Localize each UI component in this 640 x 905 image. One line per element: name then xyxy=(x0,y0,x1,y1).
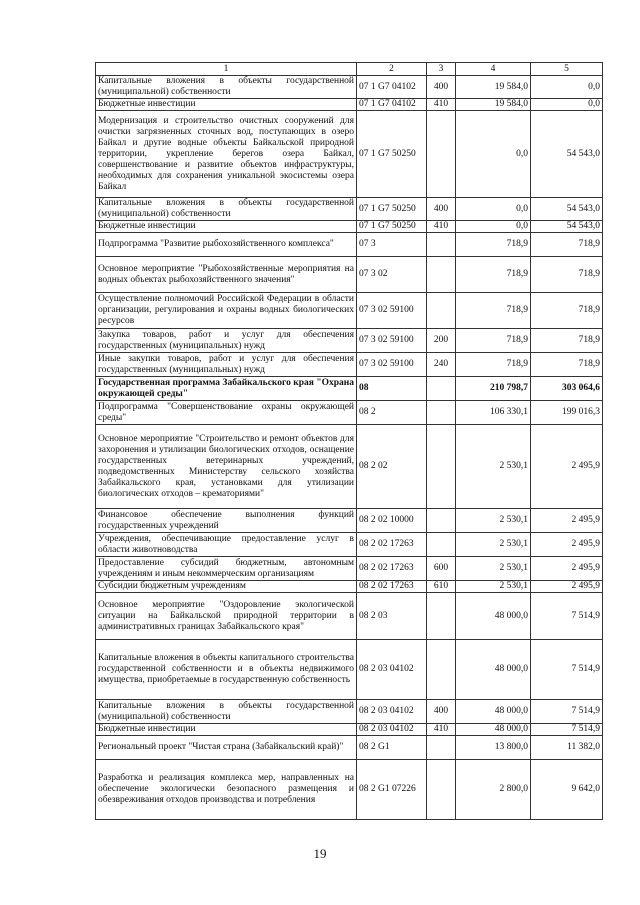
row-expense-type-cell: 410 xyxy=(427,99,456,111)
row-expense-type-cell xyxy=(427,377,456,401)
table-row xyxy=(96,76,603,99)
row-code-cell: 07 1 G7 04102 xyxy=(357,99,427,111)
table-row xyxy=(96,401,603,425)
row-code-cell: 07 1 G7 50250 xyxy=(357,111,427,198)
row-value-2022-cell: 0,0 xyxy=(531,76,603,99)
row-value-2021-cell: 718,9 xyxy=(456,233,531,257)
row-value-2021-cell: 718,9 xyxy=(456,257,531,293)
row-value-2022-cell: 718,9 xyxy=(531,257,603,293)
row-name-cell: Учреждения, обеспечивающие предоставление услуг в области животноводства xyxy=(96,533,357,557)
row-code-cell: 07 3 xyxy=(357,233,427,257)
row-value-2021-cell: 48 000,0 xyxy=(456,724,531,736)
row-code-cell: 08 2 02 17263 xyxy=(357,581,427,593)
row-code-cell: 08 2 03 04102 xyxy=(357,724,427,736)
table-row xyxy=(96,736,603,760)
row-name-cell: Основное мероприятие "Строительство и ремонт объектов для захоронения и утилизации биологических отходов, оснащение государственных ветеринарных учреждений, подведомственных Министерству сельского хозяйства Забайкальского края, установками для утилизации биологических отходов – крематориями" xyxy=(96,425,357,509)
row-value-2022-cell: 54 543,0 xyxy=(531,111,603,198)
column-header-code: 2 xyxy=(357,63,427,76)
row-value-2021-cell: 718,9 xyxy=(456,293,531,329)
row-value-2022-cell: 2 495,9 xyxy=(531,557,603,581)
table-row xyxy=(96,293,603,329)
row-code-cell: 08 2 03 04102 xyxy=(357,640,427,700)
row-value-2021-cell: 19 584,0 xyxy=(456,99,531,111)
row-code-cell: 07 1 G7 04102 xyxy=(357,76,427,99)
row-name-cell: Подпрограмма "Развитие рыбохозяйственного комплекса" xyxy=(96,233,357,257)
column-header-2022: 5 xyxy=(531,63,603,76)
row-code-cell: 07 3 02 59100 xyxy=(357,293,427,329)
table-body xyxy=(96,76,603,820)
table-row xyxy=(96,99,603,111)
row-expense-type-cell xyxy=(427,533,456,557)
table-row xyxy=(96,111,603,198)
row-code-cell: 07 3 02 59100 xyxy=(357,329,427,353)
row-value-2021-cell: 2 530,1 xyxy=(456,425,531,509)
row-expense-type-cell: 400 xyxy=(427,76,456,99)
row-value-2021-cell: 0,0 xyxy=(456,221,531,233)
row-name-cell: Бюджетные инвестиции xyxy=(96,221,357,233)
row-value-2022-cell: 718,9 xyxy=(531,293,603,329)
table-row xyxy=(96,509,603,533)
row-expense-type-cell xyxy=(427,425,456,509)
row-expense-type-cell xyxy=(427,640,456,700)
row-expense-type-cell xyxy=(427,760,456,820)
row-name-cell: Региональный проект "Чистая страна (Забайкальский край)" xyxy=(96,736,357,760)
column-header-vr: 3 xyxy=(427,63,456,76)
row-value-2021-cell: 48 000,0 xyxy=(456,640,531,700)
row-expense-type-cell xyxy=(427,593,456,640)
row-name-cell: Капитальные вложения в объекты капитального строительства государственной собственности и в объекты недвижимого имущества, приобретаемые в государственную собственность xyxy=(96,640,357,700)
row-value-2022-cell: 718,9 xyxy=(531,329,603,353)
budget-table xyxy=(95,62,603,820)
row-expense-type-cell xyxy=(427,233,456,257)
row-value-2021-cell: 718,9 xyxy=(456,329,531,353)
row-name-cell: Субсидии бюджетным учреждениям xyxy=(96,581,357,593)
row-value-2022-cell: 7 514,9 xyxy=(531,593,603,640)
row-code-cell: 07 1 G7 50250 xyxy=(357,221,427,233)
row-value-2021-cell: 19 584,0 xyxy=(456,76,531,99)
table-row xyxy=(96,221,603,233)
row-code-cell: 08 2 02 xyxy=(357,425,427,509)
row-value-2021-cell: 13 800,0 xyxy=(456,736,531,760)
row-value-2022-cell: 7 514,9 xyxy=(531,724,603,736)
table-row xyxy=(96,557,603,581)
row-code-cell: 07 1 G7 50250 xyxy=(357,198,427,221)
row-expense-type-cell: 240 xyxy=(427,353,456,377)
row-value-2022-cell: 2 495,9 xyxy=(531,581,603,593)
row-code-cell: 07 3 02 59100 xyxy=(357,353,427,377)
row-value-2022-cell: 0,0 xyxy=(531,99,603,111)
row-value-2022-cell: 2 495,9 xyxy=(531,425,603,509)
row-code-cell: 08 2 03 xyxy=(357,593,427,640)
page-number: 19 xyxy=(313,846,327,861)
row-expense-type-cell: 400 xyxy=(427,700,456,724)
row-value-2021-cell: 48 000,0 xyxy=(456,700,531,724)
row-code-cell: 08 2 02 17263 xyxy=(357,557,427,581)
table-row xyxy=(96,353,603,377)
row-value-2021-cell: 2 530,1 xyxy=(456,509,531,533)
row-expense-type-cell xyxy=(427,736,456,760)
row-expense-type-cell: 610 xyxy=(427,581,456,593)
row-value-2022-cell: 7 514,9 xyxy=(531,640,603,700)
table-row xyxy=(96,533,603,557)
table-row xyxy=(96,724,603,736)
row-value-2021-cell: 2 800,0 xyxy=(456,760,531,820)
row-value-2022-cell: 718,9 xyxy=(531,233,603,257)
row-value-2021-cell: 0,0 xyxy=(456,111,531,198)
row-expense-type-cell: 600 xyxy=(427,557,456,581)
row-code-cell: 08 2 03 04102 xyxy=(357,700,427,724)
row-name-cell: Основное мероприятие "Рыбохозяйственные мероприятия на водных объектах рыбохозяйственного значения" xyxy=(96,257,357,293)
column-header-2021: 4 xyxy=(456,63,531,76)
row-value-2022-cell: 9 642,0 xyxy=(531,760,603,820)
table-row xyxy=(96,581,603,593)
row-expense-type-cell xyxy=(427,509,456,533)
row-name-cell: Государственная программа Забайкальского края "Охрана окружающей среды" xyxy=(96,377,357,401)
row-value-2021-cell: 718,9 xyxy=(456,353,531,377)
row-value-2022-cell: 303 064,6 xyxy=(531,377,603,401)
row-name-cell: Бюджетные инвестиции xyxy=(96,724,357,736)
row-code-cell: 08 2 02 10000 xyxy=(357,509,427,533)
row-value-2022-cell: 718,9 xyxy=(531,353,603,377)
row-expense-type-cell: 410 xyxy=(427,221,456,233)
row-value-2021-cell: 210 798,7 xyxy=(456,377,531,401)
column-header-name: 1 xyxy=(96,63,357,76)
row-value-2022-cell: 7 514,9 xyxy=(531,700,603,724)
row-name-cell: Осуществление полномочий Российской Федерации в области организации, регулирования и охраны водных биологических ресурсов xyxy=(96,293,357,329)
row-value-2022-cell: 54 543,0 xyxy=(531,198,603,221)
row-expense-type-cell xyxy=(427,257,456,293)
row-value-2022-cell: 54 543,0 xyxy=(531,221,603,233)
table-row xyxy=(96,760,603,820)
row-name-cell: Финансовое обеспечение выполнения функций государственных учреждений xyxy=(96,509,357,533)
row-name-cell: Закупка товаров, работ и услуг для обеспечения государственных (муниципальных) нужд xyxy=(96,329,357,353)
row-expense-type-cell xyxy=(427,111,456,198)
row-value-2022-cell: 199 016,3 xyxy=(531,401,603,425)
row-value-2021-cell: 2 530,1 xyxy=(456,533,531,557)
row-value-2022-cell: 2 495,9 xyxy=(531,509,603,533)
row-value-2021-cell: 2 530,1 xyxy=(456,557,531,581)
row-name-cell: Предоставление субсидий бюджетным, автономным учреждениям и иным некоммерческим организациям xyxy=(96,557,357,581)
row-value-2021-cell: 48 000,0 xyxy=(456,593,531,640)
row-expense-type-cell: 400 xyxy=(427,198,456,221)
row-name-cell: Капитальные вложения в объекты государственной (муниципальной) собственности xyxy=(96,198,357,221)
table-row xyxy=(96,257,603,293)
row-name-cell: Бюджетные инвестиции xyxy=(96,99,357,111)
row-name-cell: Иные закупки товаров, работ и услуг для обеспечения государственных (муниципальных) нужд xyxy=(96,353,357,377)
row-value-2022-cell: 2 495,9 xyxy=(531,533,603,557)
row-name-cell: Капитальные вложения в объекты государственной (муниципальной) собственности xyxy=(96,700,357,724)
table-row xyxy=(96,640,603,700)
table-row xyxy=(96,377,603,401)
row-code-cell: 08 xyxy=(357,377,427,401)
row-value-2022-cell: 11 382,0 xyxy=(531,736,603,760)
row-value-2021-cell: 2 530,1 xyxy=(456,581,531,593)
row-code-cell: 08 2 xyxy=(357,401,427,425)
row-code-cell: 08 2 02 17263 xyxy=(357,533,427,557)
table-row xyxy=(96,233,603,257)
row-code-cell: 08 2 G1 07226 xyxy=(357,760,427,820)
table-row xyxy=(96,425,603,509)
row-name-cell: Разработка и реализация комплекса мер, направленных на обеспечение экологически безопасного размещения и обезвреживания отходов производства и потребления xyxy=(96,760,357,820)
row-expense-type-cell: 410 xyxy=(427,724,456,736)
row-name-cell: Модернизация и строительство очистных сооружений для очистки загрязненных сточных вод, поступающих в озеро Байкал и другие водные объекты Байкальской природной территории, укрепление берегов озера Байкал, совершенствование и развитие объектов инфраструктуры, необходимых для сохранения уникальной экосистемы озера Байкал xyxy=(96,111,357,198)
row-code-cell: 08 2 G1 xyxy=(357,736,427,760)
row-value-2021-cell: 0,0 xyxy=(456,198,531,221)
row-expense-type-cell xyxy=(427,293,456,329)
row-name-cell: Основное мероприятие "Оздоровление экологической ситуации на Байкальской природной территории в административных границах Забайкальского края" xyxy=(96,593,357,640)
row-code-cell: 07 3 02 xyxy=(357,257,427,293)
row-expense-type-cell xyxy=(427,401,456,425)
table-row xyxy=(96,198,603,221)
row-name-cell: Подпрограмма "Совершенствование охраны окружающей среды" xyxy=(96,401,357,425)
row-value-2021-cell: 106 330,1 xyxy=(456,401,531,425)
row-expense-type-cell: 200 xyxy=(427,329,456,353)
row-name-cell: Капитальные вложения в объекты государственной (муниципальной) собственности xyxy=(96,76,357,99)
header-row xyxy=(96,63,603,76)
table-row xyxy=(96,593,603,640)
table-row xyxy=(96,700,603,724)
table-row xyxy=(96,329,603,353)
